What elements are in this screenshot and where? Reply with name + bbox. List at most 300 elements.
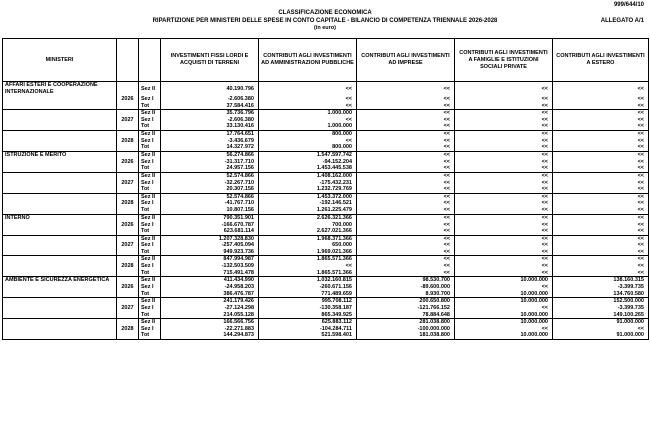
value-cell: << — [455, 96, 553, 103]
table-row — [3, 82, 649, 97]
value-cell: << — [357, 270, 455, 277]
value-cell: << — [455, 144, 553, 151]
year-cell: 2027 — [117, 117, 139, 124]
year-cell — [117, 110, 139, 117]
value-cell: -130.358.187 — [259, 305, 357, 312]
value-cell: 1.453.372.000 — [259, 193, 357, 200]
value-cell: << — [553, 207, 649, 214]
table-row — [3, 123, 649, 130]
expenditure-table — [2, 38, 649, 340]
value-cell: << — [455, 235, 553, 242]
value-cell: << — [455, 151, 553, 159]
value-cell: << — [455, 305, 553, 312]
ministry-cell — [3, 138, 117, 145]
value-cell: << — [553, 326, 649, 333]
value-cell: 56.274.866 — [161, 151, 259, 159]
ministry-cell: AMBIENTE E SICUREZZA ENERGETICA — [3, 277, 117, 285]
year-cell — [117, 214, 139, 222]
value-cell: << — [357, 130, 455, 137]
table-row — [3, 222, 649, 229]
ministry-cell — [3, 298, 117, 305]
table-row — [3, 159, 649, 166]
value-cell: << — [259, 138, 357, 145]
table-row — [3, 103, 649, 110]
value-cell: << — [455, 172, 553, 179]
value-cell: << — [455, 228, 553, 235]
ministry-cell — [3, 263, 117, 270]
year-cell: 2026 — [117, 284, 139, 291]
value-cell: -41.767.710 — [161, 200, 259, 207]
section-cell: Tot — [139, 249, 161, 256]
table-row — [3, 138, 649, 145]
table-row — [3, 228, 649, 235]
ministry-cell — [3, 186, 117, 193]
table-row — [3, 214, 649, 222]
table-row — [3, 284, 649, 291]
value-cell: << — [455, 270, 553, 277]
value-cell: << — [357, 235, 455, 242]
value-cell: 37.584.416 — [161, 103, 259, 110]
value-cell: << — [357, 242, 455, 249]
value-cell: << — [455, 256, 553, 263]
ministry-cell — [3, 103, 117, 110]
section-cell: Sez II — [139, 172, 161, 179]
value-cell: 800.000 — [259, 144, 357, 151]
header-year — [117, 39, 139, 82]
value-cell: << — [357, 110, 455, 117]
year-cell — [117, 165, 139, 172]
ministry-cell — [3, 207, 117, 214]
value-cell: 623.681.114 — [161, 228, 259, 235]
value-cell: -3.399.735 — [553, 305, 649, 312]
value-cell: -94.152.204 — [259, 159, 357, 166]
value-cell: 10.000.000 — [455, 277, 553, 285]
value-cell: 10.807.156 — [161, 207, 259, 214]
table-row — [3, 200, 649, 207]
header-sez — [139, 39, 161, 82]
ministry-cell — [3, 235, 117, 242]
section-cell: Sez II — [139, 110, 161, 117]
value-cell: 1.453.445.538 — [259, 165, 357, 172]
value-cell: 10.000.000 — [455, 319, 553, 326]
header-contributi-famiglie: CONTRIBUTI AGLI INVESTIMENTI A FAMIGLIE E ISTITUZIONI SOCIALI PRIVATE — [455, 39, 553, 82]
section-cell: Sez II — [139, 82, 161, 97]
ministry-cell — [3, 305, 117, 312]
value-cell: 10.000.000 — [455, 332, 553, 339]
section-cell: Sez II — [139, 235, 161, 242]
section-cell: Tot — [139, 228, 161, 235]
value-cell: << — [553, 270, 649, 277]
table-row — [3, 291, 649, 298]
section-cell: Sez II — [139, 298, 161, 305]
value-cell: << — [455, 165, 553, 172]
section-cell: Sez II — [139, 256, 161, 263]
ministry-cell: INTERNO — [3, 214, 117, 222]
section-cell: Sez II — [139, 277, 161, 285]
value-cell: 33.130.416 — [161, 123, 259, 130]
value-cell: 10.000.000 — [455, 298, 553, 305]
value-cell: << — [357, 193, 455, 200]
header-contributi-imprese: CONTRIBUTI AGLI INVESTIMENTI AD IMPRESE — [357, 39, 455, 82]
value-cell: -257.405.094 — [161, 242, 259, 249]
value-cell: << — [455, 193, 553, 200]
ministry-cell — [3, 180, 117, 187]
value-cell: << — [553, 186, 649, 193]
ministry-cell: ISTRUZIONE E MERITO — [3, 151, 117, 159]
value-cell: 1.207.328.830 — [161, 235, 259, 242]
value-cell: << — [455, 207, 553, 214]
value-cell: -2.606.380 — [161, 117, 259, 124]
year-cell — [117, 256, 139, 263]
table-row — [3, 270, 649, 277]
section-cell: Tot — [139, 291, 161, 298]
value-cell: 1.969.021.366 — [259, 249, 357, 256]
value-cell: 1.968.371.366 — [259, 235, 357, 242]
ministry-cell — [3, 123, 117, 130]
ministry-cell — [3, 256, 117, 263]
year-cell — [117, 186, 139, 193]
year-cell — [117, 193, 139, 200]
value-cell: << — [553, 222, 649, 229]
table-row — [3, 172, 649, 179]
value-cell: 91.000.000 — [553, 332, 649, 339]
value-cell: 10.000.000 — [455, 312, 553, 319]
year-cell — [117, 312, 139, 319]
year-cell — [117, 235, 139, 242]
year-cell — [117, 130, 139, 137]
value-cell: 214.055.128 — [161, 312, 259, 319]
value-cell: << — [553, 123, 649, 130]
value-cell: << — [357, 263, 455, 270]
value-cell: 949.923.736 — [161, 249, 259, 256]
table-row — [3, 235, 649, 242]
value-cell: 40.190.796 — [161, 82, 259, 97]
section-cell: Sez I — [139, 242, 161, 249]
value-cell: 14.327.972 — [161, 144, 259, 151]
ministry-cell — [3, 165, 117, 172]
value-cell: -100.000.000 — [357, 326, 455, 333]
value-cell: << — [455, 180, 553, 187]
year-cell — [117, 291, 139, 298]
year-cell — [117, 123, 139, 130]
allegato-label: ALLEGATO A/1 — [600, 18, 644, 24]
value-cell: << — [553, 138, 649, 145]
value-cell: << — [553, 242, 649, 249]
section-cell: Tot — [139, 270, 161, 277]
value-cell: << — [455, 117, 553, 124]
value-cell: << — [357, 144, 455, 151]
value-cell: -22.271.883 — [161, 326, 259, 333]
year-cell: 2026 — [117, 222, 139, 229]
year-cell: 2028 — [117, 326, 139, 333]
table-row — [3, 263, 649, 270]
ministry-cell — [3, 249, 117, 256]
value-cell: << — [357, 159, 455, 166]
section-cell: Sez I — [139, 96, 161, 103]
table-header-row — [3, 39, 649, 82]
year-cell: 2027 — [117, 180, 139, 187]
year-cell — [117, 277, 139, 285]
value-cell: -121.766.152 — [357, 305, 455, 312]
section-cell: Tot — [139, 123, 161, 130]
page-title: RIPARTIZIONE PER MINISTERI DELLE SPESE IN CONTO CAPITALE - BILANCIO DI COMPETENZA TRIENNALE 2026-2028 — [152, 18, 498, 24]
value-cell: << — [553, 263, 649, 270]
year-cell: 2028 — [117, 263, 139, 270]
table-row — [3, 144, 649, 151]
year-cell: 2028 — [117, 200, 139, 207]
value-cell: << — [259, 96, 357, 103]
value-cell: 2.627.021.366 — [259, 228, 357, 235]
value-cell: 24.957.156 — [161, 165, 259, 172]
value-cell: 1.408.162.000 — [259, 172, 357, 179]
year-cell — [117, 144, 139, 151]
value-cell: 181.038.800 — [357, 332, 455, 339]
value-cell: 98.530.700 — [357, 277, 455, 285]
value-cell: << — [357, 214, 455, 222]
section-cell: Tot — [139, 165, 161, 172]
value-cell: << — [357, 256, 455, 263]
section-cell: Tot — [139, 312, 161, 319]
value-cell: << — [553, 228, 649, 235]
value-cell: << — [553, 193, 649, 200]
ministry-cell — [3, 319, 117, 326]
ministry-cell — [3, 117, 117, 124]
value-cell: 625.883.112 — [259, 319, 357, 326]
value-cell: -27.124.298 — [161, 305, 259, 312]
value-cell: << — [553, 159, 649, 166]
section-cell: Sez II — [139, 319, 161, 326]
table-row — [3, 312, 649, 319]
ministry-cell: AFFARI ESTERI E COOPERAZIONE INTERNAZIONALE — [3, 82, 117, 97]
ministry-cell — [3, 284, 117, 291]
value-cell: 1.865.571.366 — [259, 256, 357, 263]
table-row — [3, 242, 649, 249]
ministry-cell — [3, 326, 117, 333]
value-cell: 386.476.787 — [161, 291, 259, 298]
value-cell: -104.284.711 — [259, 326, 357, 333]
value-cell: << — [455, 263, 553, 270]
table-row — [3, 326, 649, 333]
value-cell: << — [455, 326, 553, 333]
section-cell: Tot — [139, 144, 161, 151]
value-cell: 847.994.987 — [161, 256, 259, 263]
section-cell: Tot — [139, 103, 161, 110]
ministry-cell — [3, 228, 117, 235]
value-cell: 411.434.990 — [161, 277, 259, 285]
table-row — [3, 110, 649, 117]
year-cell — [117, 103, 139, 110]
value-cell: << — [357, 249, 455, 256]
section-cell: Sez I — [139, 222, 161, 229]
value-cell: << — [553, 96, 649, 103]
value-cell: << — [357, 123, 455, 130]
year-cell — [117, 249, 139, 256]
classification-title: CLASSIFICAZIONE ECONOMICA — [278, 10, 372, 16]
value-cell: 152.500.000 — [553, 298, 649, 305]
value-cell: 241.179.426 — [161, 298, 259, 305]
value-cell: 10.000.000 — [455, 291, 553, 298]
year-cell: 2027 — [117, 305, 139, 312]
section-cell: Sez II — [139, 214, 161, 222]
table-row — [3, 256, 649, 263]
year-cell — [117, 228, 139, 235]
table-row — [3, 277, 649, 285]
value-cell: -132.503.509 — [161, 263, 259, 270]
table-row — [3, 298, 649, 305]
value-cell: -2.606.380 — [161, 96, 259, 103]
value-cell: 8.930.700 — [357, 291, 455, 298]
value-cell: << — [455, 284, 553, 291]
ministry-cell — [3, 159, 117, 166]
year-cell: 2026 — [117, 96, 139, 103]
section-cell: Sez I — [139, 159, 161, 166]
value-cell: -260.671.156 — [259, 284, 357, 291]
value-cell: 995.708.112 — [259, 298, 357, 305]
header-contributi-estero: CONTRIBUTI AGLI INVESTIMENTI A ESTERO — [553, 39, 649, 82]
section-cell: Sez II — [139, 151, 161, 159]
value-cell: 138.160.315 — [553, 277, 649, 285]
value-cell: 771.489.659 — [259, 291, 357, 298]
value-cell: << — [553, 110, 649, 117]
value-cell: -3.436.679 — [161, 138, 259, 145]
value-cell: << — [259, 103, 357, 110]
value-cell: << — [259, 117, 357, 124]
ministry-cell — [3, 172, 117, 179]
value-cell: 650.000 — [259, 242, 357, 249]
value-cell: << — [455, 249, 553, 256]
table-row — [3, 186, 649, 193]
table-row — [3, 193, 649, 200]
value-cell: << — [455, 214, 553, 222]
value-cell: 91.000.000 — [553, 319, 649, 326]
value-cell: 1.547.597.742 — [259, 151, 357, 159]
value-cell: 800.000 — [259, 130, 357, 137]
value-cell: 1.865.571.366 — [259, 270, 357, 277]
header-ministeri: MINISTERI — [3, 39, 117, 82]
value-cell: << — [553, 180, 649, 187]
value-cell: << — [455, 123, 553, 130]
ministry-cell — [3, 193, 117, 200]
value-cell: 2.626.321.366 — [259, 214, 357, 222]
section-cell: Sez I — [139, 200, 161, 207]
value-cell: << — [259, 82, 357, 97]
ministry-cell — [3, 110, 117, 117]
value-cell: << — [553, 235, 649, 242]
value-cell: << — [357, 165, 455, 172]
value-cell: << — [553, 144, 649, 151]
section-cell: Sez II — [139, 193, 161, 200]
value-cell: -32.267.710 — [161, 180, 259, 187]
year-cell — [117, 270, 139, 277]
value-cell: -192.146.521 — [259, 200, 357, 207]
section-cell: Sez I — [139, 305, 161, 312]
value-cell: 1.232.729.769 — [259, 186, 357, 193]
table-row — [3, 96, 649, 103]
ministry-cell — [3, 144, 117, 151]
value-cell: << — [357, 117, 455, 124]
year-cell — [117, 332, 139, 339]
year-cell — [117, 82, 139, 97]
value-cell: -24.958.203 — [161, 284, 259, 291]
section-cell: Tot — [139, 207, 161, 214]
ministry-cell — [3, 242, 117, 249]
year-cell — [117, 172, 139, 179]
unit-label: (in euro) — [314, 25, 336, 31]
value-cell: << — [357, 103, 455, 110]
value-cell: -3.399.735 — [553, 284, 649, 291]
document-code: 999/644/10 — [613, 2, 644, 8]
section-cell: Sez I — [139, 138, 161, 145]
value-cell: 52.574.866 — [161, 172, 259, 179]
value-cell: 715.491.478 — [161, 270, 259, 277]
table-row — [3, 117, 649, 124]
value-cell: << — [455, 110, 553, 117]
header-investimenti-fissi: INVESTIMENTI FISSI LORDI E ACQUISTI DI TERRENI — [161, 39, 259, 82]
value-cell: << — [455, 138, 553, 145]
section-cell: Tot — [139, 186, 161, 193]
value-cell: << — [553, 117, 649, 124]
value-cell: 521.598.401 — [259, 332, 357, 339]
section-cell: Sez I — [139, 263, 161, 270]
value-cell: << — [259, 263, 357, 270]
value-cell: << — [455, 130, 553, 137]
value-cell: << — [553, 82, 649, 97]
value-cell: << — [553, 172, 649, 179]
value-cell: 149.100.265 — [553, 312, 649, 319]
ministry-cell — [3, 270, 117, 277]
value-cell: << — [455, 159, 553, 166]
value-cell: 700.000 — [259, 222, 357, 229]
table-row — [3, 319, 649, 326]
value-cell: << — [357, 151, 455, 159]
section-cell: Sez II — [139, 130, 161, 137]
value-cell: 200.650.800 — [357, 298, 455, 305]
table-row — [3, 249, 649, 256]
year-cell — [117, 151, 139, 159]
ministry-cell — [3, 312, 117, 319]
value-cell: << — [553, 249, 649, 256]
value-cell: 1.032.160.815 — [259, 277, 357, 285]
value-cell: << — [357, 180, 455, 187]
value-cell: 78.884.648 — [357, 312, 455, 319]
year-cell: 2026 — [117, 159, 139, 166]
ministry-cell — [3, 291, 117, 298]
section-cell: Sez I — [139, 284, 161, 291]
value-cell: 144.294.873 — [161, 332, 259, 339]
value-cell: << — [357, 96, 455, 103]
value-cell: 166.566.756 — [161, 319, 259, 326]
value-cell: 1.000.000 — [259, 110, 357, 117]
value-cell: << — [455, 222, 553, 229]
value-cell: 17.764.651 — [161, 130, 259, 137]
year-cell: 2027 — [117, 242, 139, 249]
value-cell: 52.574.866 — [161, 193, 259, 200]
value-cell: << — [357, 228, 455, 235]
value-cell: << — [553, 151, 649, 159]
value-cell: << — [455, 186, 553, 193]
section-cell: Sez I — [139, 117, 161, 124]
ministry-cell — [3, 332, 117, 339]
section-cell: Tot — [139, 332, 161, 339]
year-cell — [117, 207, 139, 214]
value-cell: -31.317.710 — [161, 159, 259, 166]
value-cell: << — [357, 207, 455, 214]
value-cell: 1.000.000 — [259, 123, 357, 130]
value-cell: << — [357, 222, 455, 229]
value-cell: << — [357, 186, 455, 193]
year-cell: 2028 — [117, 138, 139, 145]
value-cell: << — [357, 200, 455, 207]
